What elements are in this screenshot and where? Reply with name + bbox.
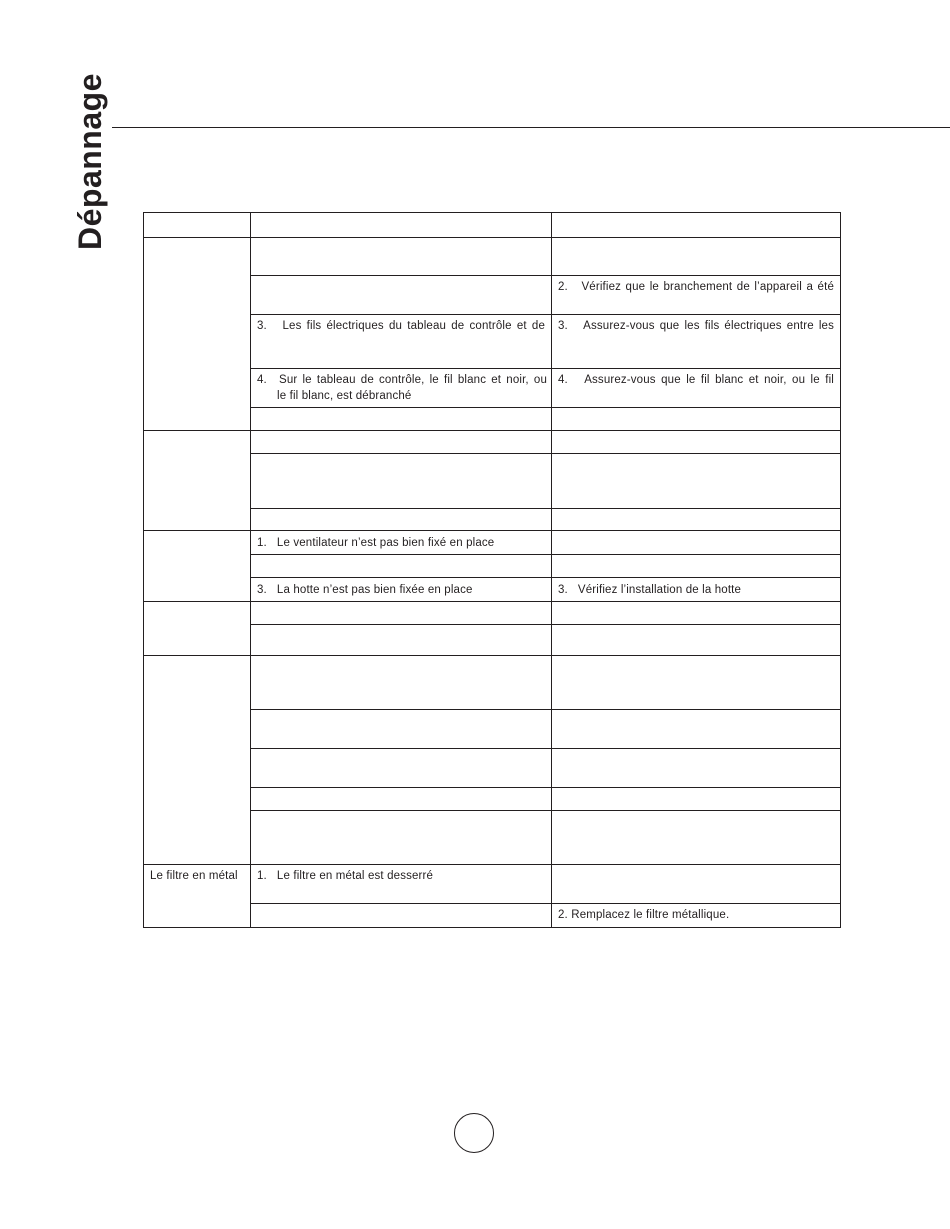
table-row-divider [250, 314, 841, 315]
table-row-divider [250, 810, 841, 811]
table-row-divider [250, 407, 841, 408]
solution-cell: 2. Remplacez le filtre métallique. [558, 909, 730, 921]
table-col-divider-1 [250, 212, 251, 928]
problem-cell: Le filtre en métal [150, 870, 238, 882]
cause-cell: 3. La hotte n’est pas bien fixée en place [257, 584, 473, 596]
solution-cell: 3. Assurez-vous que les fils électriques entre les [558, 320, 834, 332]
section-title: Dépannage [72, 73, 108, 250]
solution-cell: 3. Vérifiez l’installation de la hotte [558, 584, 742, 596]
table-group-divider [143, 530, 841, 531]
table-header-divider [143, 237, 841, 238]
cause-cell [257, 372, 547, 404]
table-row-divider [250, 748, 841, 749]
table-border-top [143, 212, 841, 213]
solution-cell: 2. Vérifiez que le branchement de l’appareil a été [558, 281, 834, 293]
table-group-divider [143, 430, 841, 431]
table-row-divider [250, 275, 841, 276]
cause-number: 4. [257, 374, 267, 386]
cause-text: Sur le tableau de contrôle, le fil blanc et noir, ou [279, 374, 547, 386]
table-row-divider [250, 508, 841, 509]
cause-cell: 1. Le filtre en métal est desserré [257, 870, 434, 882]
table-col-divider-2 [551, 212, 552, 928]
table-row-divider [250, 903, 841, 904]
table-row-divider [250, 453, 841, 454]
table-group-divider [143, 864, 841, 865]
table-row-divider [250, 787, 841, 788]
solution-cell: 4. Assurez-vous que le fil blanc et noir, ou le fil [558, 374, 834, 386]
table-group-divider [143, 655, 841, 656]
cause-cell: 1. Le ventilateur n’est pas bien fixé en place [257, 537, 495, 549]
table-border-bottom [143, 927, 841, 928]
table-border-right [840, 212, 841, 928]
table-border-left [143, 212, 144, 928]
table-row-divider [250, 368, 841, 369]
page-number-circle [454, 1113, 494, 1153]
table-group-divider [143, 601, 841, 602]
table-row-divider [250, 624, 841, 625]
cause-text-line2: le fil blanc, est débranché [277, 390, 412, 402]
table-row-divider [250, 709, 841, 710]
cause-cell: 3. Les fils électriques du tableau de contrôle et de [257, 320, 545, 332]
table-row-divider [250, 554, 841, 555]
table-row-divider [250, 577, 841, 578]
